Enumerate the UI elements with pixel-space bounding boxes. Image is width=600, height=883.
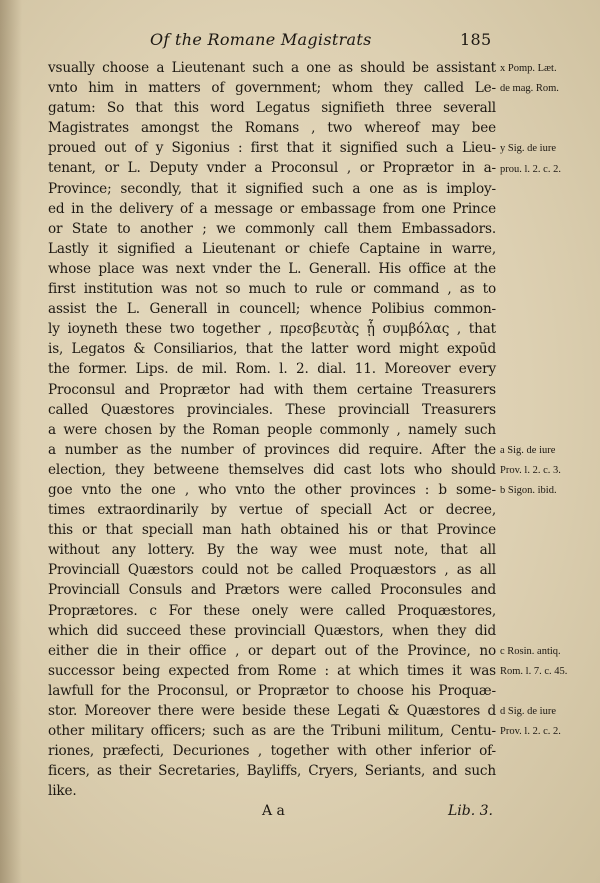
margin-note: a Sig. de iure: [500, 444, 556, 456]
text-line: Provinciall Consuls and Prætors were called Proconsules and: [48, 582, 496, 599]
text-line: whose place was next vnder the L. Generall. His office at the: [48, 260, 496, 277]
gutter-shadow: [0, 0, 22, 883]
margin-note: b Sigon. ibid.: [500, 485, 557, 497]
text-line: assist the L. Generall in councell; whence Polibius common-: [48, 301, 496, 318]
margin-note: de mag. Rom.: [500, 83, 559, 95]
text-line: Lastly it signified a Lieutenant or chiefe Captaine in warre,: [48, 240, 496, 257]
text-line: gatum: So that this word Legatus signifieth three severall: [48, 100, 496, 117]
text-line: this or that speciall man hath obtained his or that Province: [48, 522, 496, 539]
text-line: ficers, as their Secretaries, Bayliffs, Cryers, Seriants, and such: [48, 763, 496, 780]
signature-mark: A a: [262, 803, 285, 819]
text-line: stor. Moreover there were beside these Legati & Quæstores d: [48, 703, 496, 719]
catchword: Lib. 3.: [448, 803, 493, 819]
text-line: or State to another ; we commonly call them Embassadors.: [48, 220, 496, 237]
text-line: either die in their office , or depart out of the Province, no: [48, 642, 496, 659]
text-line: riones, præfecti, Decuriones , together with other inferior of-: [48, 743, 496, 760]
text-line: Provinciall Quæstors could not be called Proquæstors , as all: [48, 562, 496, 579]
body-text: [48, 58, 496, 801]
text-line: is, Legatos & Consiliarios, that the latter word might expoūd: [48, 341, 496, 358]
text-line: successor being expected from Rome : at which times it was: [48, 662, 496, 679]
text-line: election, they betweene themselves did cast lots who should: [48, 461, 496, 478]
margin-note: Prov. l. 2. c. 3.: [500, 465, 561, 476]
margin-note: y Sig. de iure: [500, 143, 556, 155]
text-line: proued out of y Sigonius : first that it signified such a Lieu-: [48, 140, 496, 157]
text-line: vsually choose a Lieutenant such a one as should be assistant: [48, 60, 496, 76]
margin-note: d Sig. de iure: [500, 706, 556, 718]
text-line: first institution was not so much to rule or command , as to: [48, 281, 496, 298]
text-line: tenant, or L. Deputy vnder a Proconsul , or Proprætor in a-: [48, 160, 496, 177]
margin-note: Rom. l. 7. c. 45.: [500, 666, 568, 677]
page-number: 185: [460, 30, 492, 49]
text-line: goe vnto the one , who vnto the other provinces : b some-: [48, 481, 496, 498]
text-line: the former. Lips. de mil. Rom. l. 2. dial. 11. Moreover every: [48, 361, 496, 378]
text-line: like.: [48, 783, 77, 800]
text-line: a were chosen by the Roman people commonly , namely such: [48, 421, 496, 438]
text-line: without any lottery. By the way wee must note, that all: [48, 542, 496, 559]
margin-note: c Rosin. antiq.: [500, 645, 561, 657]
text-line: ed in the delivery of a message or embassage from one Prince: [48, 200, 496, 217]
text-line: a number as the number of provinces did require. After the: [48, 441, 496, 458]
margin-note: Prov. l. 2. c. 2.: [500, 726, 561, 738]
margin-note: x Pomp. Læt.: [500, 63, 557, 74]
text-line: Proconsul and Proprætor had with them certaine Treasurers: [48, 381, 496, 398]
text-line: Magistrates amongst the Romans , two whereof may bee: [48, 120, 496, 137]
text-line: Proprætores. c For these onely were called Proquæstores,: [48, 602, 496, 619]
text-line: ly ioyneth these two together , πρεσβευτὰς ᾗ συμβόλας , that: [48, 321, 496, 338]
text-line: Province; secondly, that it signified such a one as is imploy-: [48, 180, 496, 197]
running-title: Of the Romane Magistrats: [150, 30, 372, 49]
text-line: vnto him in matters of government; whom they called Le-: [48, 80, 496, 97]
margin-note: prou. l. 2. c. 2.: [500, 163, 561, 175]
text-line: lawfull for the Proconsul, or Proprætor to choose his Proquæ-: [48, 682, 496, 699]
text-line: times extraordinarily by vertue of speciall Act or decree,: [48, 502, 496, 519]
text-line: other military officers; such as are the Tribuni militum, Centu-: [48, 723, 496, 740]
text-line: which did succeed these provinciall Quæstors, when they did: [48, 622, 496, 639]
running-header: [150, 30, 490, 49]
text-line: called Quæstores provinciales. These provinciall Treasurers: [48, 401, 496, 418]
